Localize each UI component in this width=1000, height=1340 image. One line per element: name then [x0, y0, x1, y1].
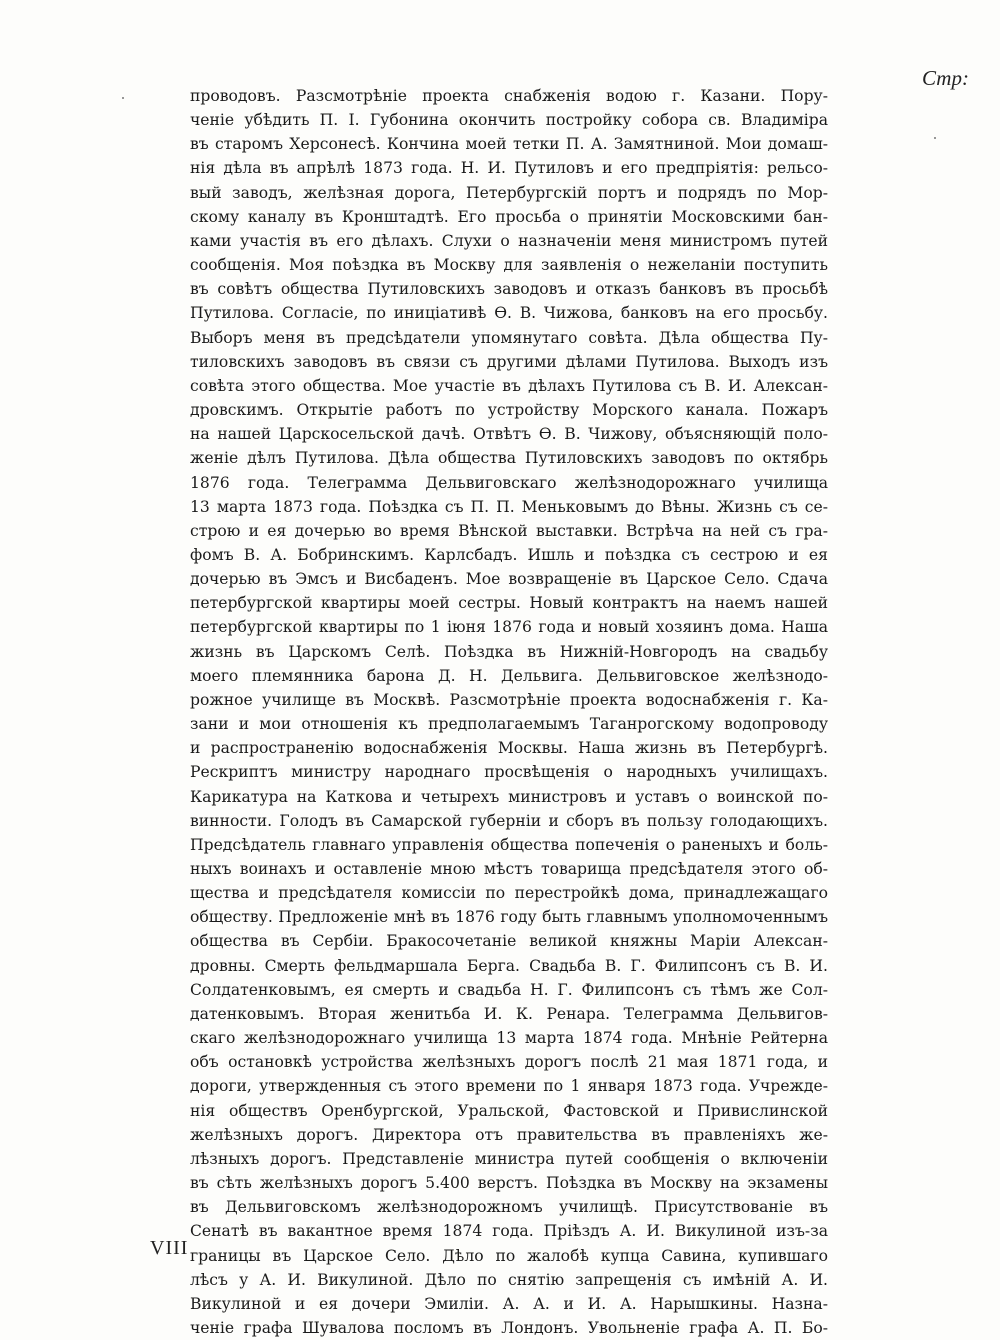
text-line: Выборъ меня въ предсѣдатели упомянутаго совѣта. Дѣла общества Пу-	[190, 328, 828, 347]
text-line: датенковымъ. Вторая женитьба И. К. Ренара. Телеграмма Дельвигов-	[190, 1004, 828, 1023]
text-line: дровскимъ. Открытіе работъ по устройству Морского канала. Пожаръ	[190, 401, 828, 420]
text-line: Викулиной и ея дочери Эмиліи. А. А. и И. А. Нарышкины. Назна-	[190, 1294, 828, 1313]
text-line: ченіе графа Шувалова посломъ въ Лондонъ. Увольненіе графа А. П. Бо-	[190, 1318, 828, 1337]
text-line: 1876 года. Телеграмма Дельвиговскаго желѣзнодорожнаго училища	[190, 473, 828, 492]
text-line: моего племянника барона Д. Н. Дельвига. Дельвиговское желѣзнодо-	[190, 666, 828, 685]
summary-text-block	[190, 84, 828, 1340]
text-line: и распространенію водоснабженія Москвы. Наша жизнь въ Петербургѣ.	[190, 739, 828, 758]
text-line: совѣта этого общества. Мое участіе въ дѣлахъ Путилова съ В. И. Алексан-	[190, 376, 828, 395]
text-line: въ совѣтъ общества Путиловскихъ заводовъ и отказъ банковъ въ просьбѣ	[190, 280, 828, 299]
text-line: Солдатенковымъ, ея смерть и свадьба Н. Г. Филипсонъ съ тѣмъ же Сол-	[190, 980, 828, 999]
text-line: скаго желѣзнодорожнаго училища 13 марта 1874 года. Мнѣніе Рейтерна	[190, 1029, 828, 1048]
paper-speck	[122, 97, 124, 99]
text-line: границы въ Царское Село. Дѣло по жалобѣ купца Савина, купившаго	[190, 1246, 828, 1265]
text-line: 13 марта 1873 года. Поѣздка съ П. П. Меньковымъ до Вѣны. Жизнь съ се-	[190, 497, 828, 516]
text-line: Предсѣдатель главнаго управленія общества попеченія о раненыхъ и боль-	[190, 835, 828, 854]
text-line: проводовъ. Разсмотрѣніе проекта снабженія водою г. Казани. Пору-	[190, 87, 828, 105]
text-line: Путилова. Согласіе, по иниціативѣ Ѳ. В. Чижова, банковъ на его просьбу.	[190, 304, 828, 323]
text-line: петербургской квартиры моей сестры. Новый контрактъ на наемъ нашей	[190, 594, 828, 613]
text-line: въ старомъ Херсонесѣ. Кончина моей тетки П. А. Замятниной. Мои домаш-	[190, 135, 828, 154]
text-line: сообщенія. Моя поѣздка въ Москву для заявленія о нежеланіи поступить	[190, 256, 828, 275]
text-line: зани и мои отношенія къ предполагаемымъ Таганрогскому водопроводу	[190, 715, 828, 734]
text-line: Сенатѣ въ вакантное время 1874 года. Пріѣздъ А. И. Викулиной изъ-за	[190, 1222, 828, 1241]
text-line: желѣзныхъ дорогъ. Директора отъ правительства въ правленіяхъ же-	[190, 1125, 828, 1144]
text-line: жизнь въ Царскомъ Селѣ. Поѣздка въ Нижній-Новгородъ на свадьбу	[190, 642, 828, 661]
text-line: обществу. Предложеніе мнѣ въ 1876 году быть главнымъ уполномоченнымъ	[190, 908, 828, 927]
text-line: скому каналу въ Кронштадтѣ. Его просьба о принятіи Московскими бан-	[190, 207, 828, 226]
text-line: объ остановкѣ устройства желѣзныхъ дорогъ послѣ 21 мая 1871 года, и	[190, 1053, 828, 1072]
text-line: на нашей Царскосельской дачѣ. Отвѣтъ Ѳ. В. Чижову, объясняющій поло-	[190, 425, 828, 444]
text-line: нія обществъ Оренбургской, Уральской, Фастовской и Привислинской	[190, 1101, 828, 1120]
text-line: лѣзныхъ дорогъ. Представленіе министра путей сообщенія о включеніи	[190, 1149, 828, 1168]
text-line: строю и ея дочерью во время Вѣнской выставки. Встрѣча на ней съ гра-	[190, 521, 828, 540]
text-line: тиловскихъ заводовъ въ связи съ другими дѣлами Путилова. Выходъ изъ	[190, 352, 828, 371]
page-column-label: Стр:	[922, 66, 969, 90]
text-line: ками участія въ его дѣлахъ. Слухи о назначеніи меня министромъ путей	[190, 231, 828, 250]
page-number: VIII	[150, 1237, 189, 1259]
text-line: въ сѣть желѣзныхъ дорогъ 5.400 верстъ. Поѣздка въ Москву на экзамены	[190, 1174, 828, 1193]
text-line: лѣсъ у А. И. Викулиной. Дѣло по снятію запрещенія съ имѣній А. И.	[190, 1270, 828, 1289]
text-line: нія дѣла въ апрѣлѣ 1873 года. Н. И. Путиловъ и его предпріятія: рельсо-	[190, 159, 828, 178]
text-line: фомъ В. А. Бобринскимъ. Карлсбадъ. Ишль и поѣздка съ сестрою и ея	[190, 545, 828, 564]
text-line: ченіе убѣдить П. І. Губонина окончить постройку собора св. Владиміра	[190, 111, 828, 130]
text-line: петербургской квартиры по 1 іюня 1876 года и новый хозяинъ дома. Наша	[190, 618, 828, 637]
text-line: винности. Голодъ въ Самарской губерніи и сборъ въ пользу голодающихъ.	[190, 811, 828, 830]
text-line: женіе дѣлъ Путилова. Дѣла общества Путиловскихъ заводовъ по октябрь	[190, 449, 828, 468]
text-line: дороги, утвержденныя съ этого времени по 1 января 1873 года. Учрежде-	[190, 1077, 828, 1096]
text-line: въ Дельвиговскомъ желѣзнодорожномъ училищѣ. Присутствованіе въ	[190, 1198, 828, 1217]
text-line: дровны. Смерть фельдмаршала Берга. Свадьба В. Г. Филипсонъ съ В. И.	[190, 956, 828, 975]
text-line: щества и предсѣдателя комиссіи по перестройкѣ дома, принадлежащаго	[190, 884, 828, 903]
text-line: ныхъ воинахъ и оставленіе мною мѣстъ товарища предсѣдателя этого об-	[190, 860, 828, 878]
text-line: рожное училище въ Москвѣ. Разсмотрѣніе проекта водоснабженія г. Ка-	[190, 690, 828, 709]
text-line: вый заводъ, желѣзная дорога, Петербургскій портъ и подрядъ по Мор-	[190, 183, 828, 202]
text-line: Рескриптъ министру народнаго просвѣщенія о народныхъ училищахъ.	[190, 763, 828, 782]
text-line: Карикатура на Каткова и четырехъ министровъ и уставъ о воинской по-	[190, 787, 828, 806]
paper-speck	[934, 137, 936, 139]
text-line: дочерью въ Эмсъ и Висбаденъ. Мое возвращеніе въ Царское Село. Сдача	[190, 570, 828, 589]
text-line: общества въ Сербіи. Бракосочетаніе великой княжны Маріи Алексан-	[190, 932, 828, 951]
